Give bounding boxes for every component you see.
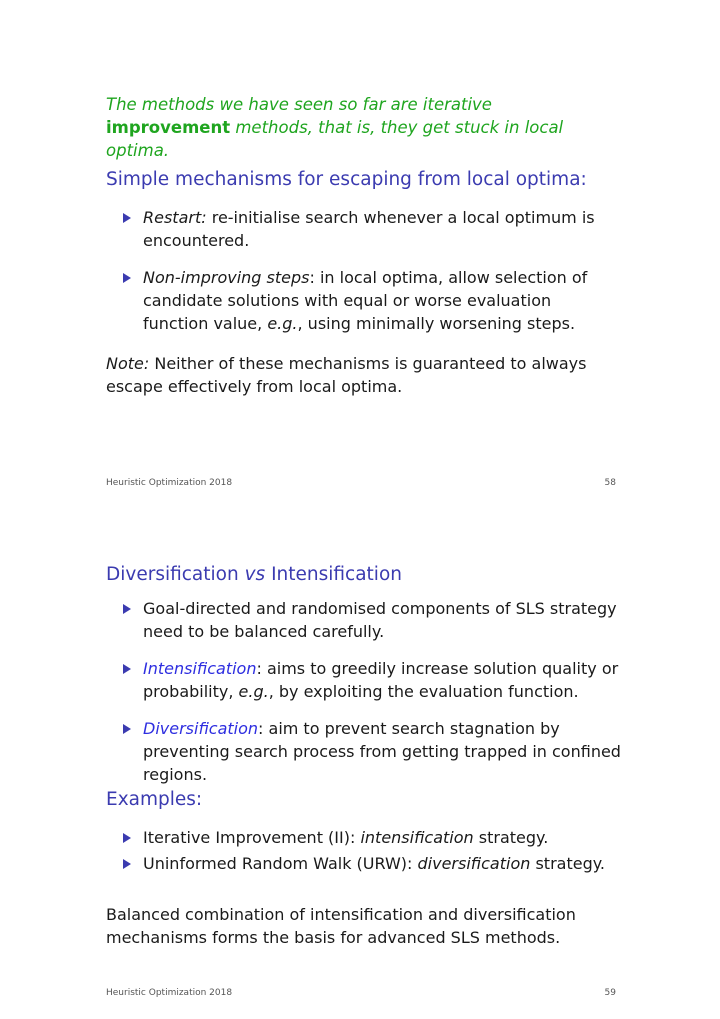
slide-footer (106, 478, 616, 488)
mechanisms-list (121, 206, 621, 349)
bullet-eg: e.g. (238, 682, 269, 701)
bullet-triangle-icon (123, 724, 131, 734)
balance-list (121, 597, 621, 800)
intro-part1: The methods we have seen so far are iterative (106, 95, 492, 114)
bullet-text: re-initialise search whenever a local optimum is encountered. (143, 208, 595, 250)
title-part1: Diversification (106, 564, 245, 585)
note-text (106, 352, 606, 398)
list-item (121, 657, 621, 703)
closing-text: Balanced combination of intensification and diversification mechanisms forms the basis for advanced SLS methods. (106, 905, 576, 947)
bullet-text: Goal-directed and randomised components of SLS strategy need to be balanced carefully. (143, 599, 617, 641)
note-body: Neither of these mechanisms is guaranteed to always escape effectively from local optima. (106, 354, 587, 396)
slide-59 (0, 510, 720, 1019)
footer-page-number: 59 (604, 988, 616, 998)
list-item (121, 826, 621, 849)
list-item (121, 266, 621, 335)
slide-footer (106, 988, 616, 998)
bullet-term: Intensification (143, 659, 257, 678)
bullet-term: Non-improving steps (143, 268, 310, 287)
example-text: Uninformed Random Walk (URW): (143, 854, 418, 873)
section-heading: Simple mechanisms for escaping from local optima: (106, 169, 587, 190)
bullet-triangle-icon (123, 859, 131, 869)
bullet-triangle-icon (123, 273, 131, 283)
footer-course: Heuristic Optimization 2018 (106, 478, 233, 488)
bullet-text: : aim to prevent search stagnation by preventing search process from getting trapped in confined regions. (143, 719, 621, 784)
bullet-text: : in local optima, allow selection of candidate solutions with equal or worse evaluation function value, (143, 268, 588, 333)
example-tail: strategy. (473, 828, 549, 847)
bullet-text: : aims to greedily increase solution quality or probability, (143, 659, 619, 701)
intro-text (106, 93, 606, 162)
title-vs: vs (244, 564, 266, 585)
examples-list (121, 826, 621, 878)
bullet-triangle-icon (123, 664, 131, 674)
intro-part2: methods, that is, they get stuck in local optima. (106, 118, 564, 160)
example-em: diversification (417, 854, 531, 873)
slide-title (106, 564, 402, 585)
note-label: Note: (106, 354, 150, 373)
list-item (121, 852, 621, 875)
bullet-term: Restart: (143, 208, 207, 227)
bullet-triangle-icon (123, 213, 131, 223)
list-item (121, 206, 621, 252)
list-item (121, 717, 621, 786)
bullet-eg: e.g. (267, 314, 298, 333)
footer-page-number: 58 (604, 478, 616, 488)
bullet-term: Diversification (143, 719, 259, 738)
examples-heading: Examples: (106, 789, 203, 810)
slide-58 (0, 0, 720, 509)
example-em: intensification (360, 828, 474, 847)
example-tail: strategy. (530, 854, 605, 873)
bullet-text-tail: , using minimally worsening steps. (297, 314, 576, 333)
bullet-text-tail: , by exploiting the evaluation function. (268, 682, 579, 701)
title-part2: Intensification (265, 564, 402, 585)
example-text: Iterative Improvement (II): (143, 828, 361, 847)
footer-course: Heuristic Optimization 2018 (106, 988, 233, 998)
intro-bold: improvement (106, 118, 231, 137)
bullet-triangle-icon (123, 833, 131, 843)
bullet-triangle-icon (123, 604, 131, 614)
list-item (121, 597, 621, 643)
